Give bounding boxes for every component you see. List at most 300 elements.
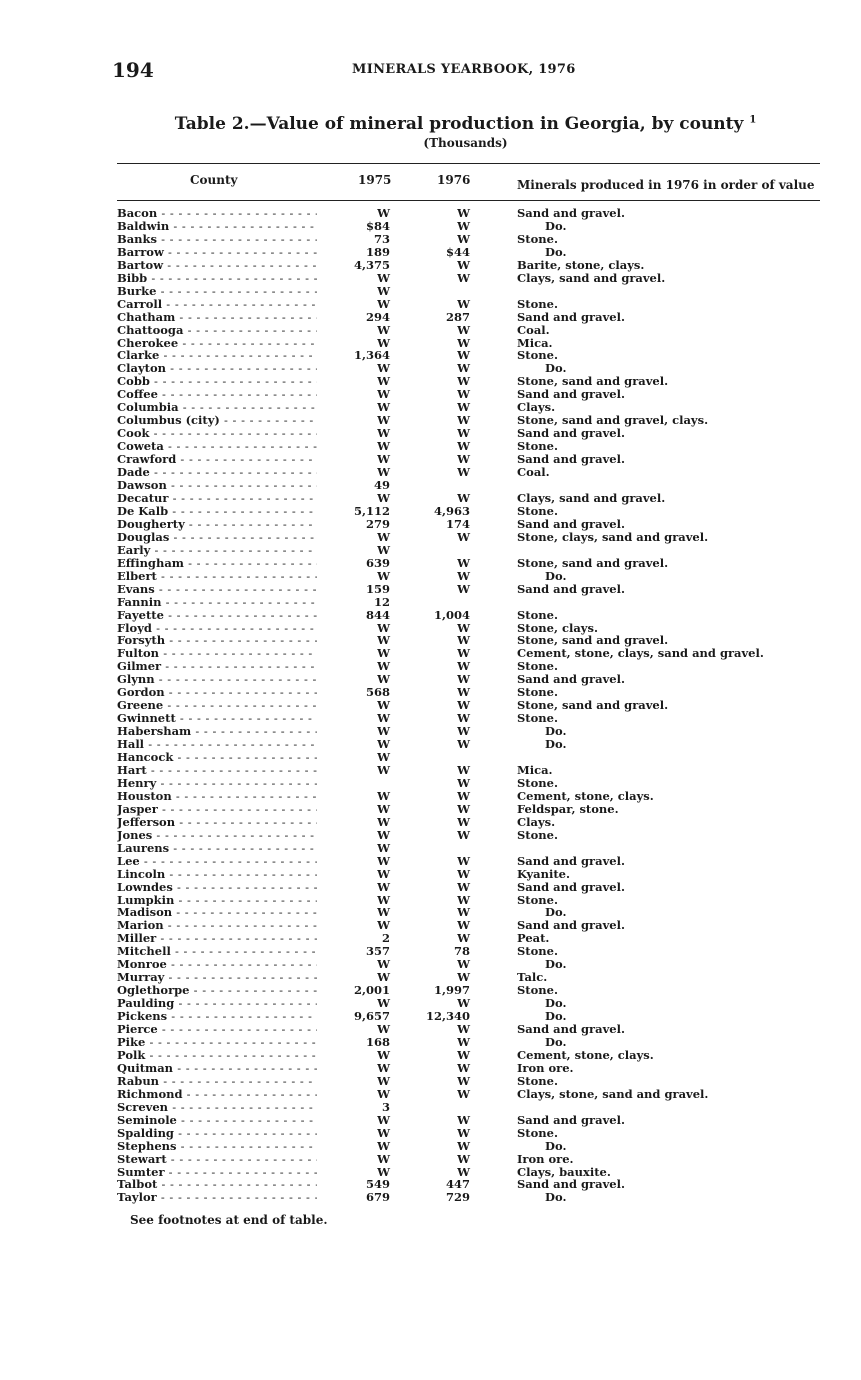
value-1975-cell: 639: [365, 555, 390, 570]
value-1975-cell: W: [377, 1164, 390, 1179]
table-row: [0, 1127, 861, 1140]
value-1976-cell: 729: [445, 1190, 470, 1205]
value-1975-cell: W: [377, 698, 390, 713]
county-cell: Early - - -: [117, 544, 317, 557]
county-cell: Lincoln - - -: [117, 868, 317, 881]
minerals-cell: Do.: [545, 957, 567, 972]
value-1976-cell: W: [457, 529, 470, 544]
minerals-cell: Sand and gravel.: [517, 1022, 625, 1037]
county-cell: Rabun - - -: [117, 1075, 317, 1088]
value-1976-cell: 1,997: [433, 983, 470, 998]
value-1976-cell: 1,004: [433, 607, 470, 622]
county-cell: Laurens - - -: [117, 842, 317, 855]
table-row: [0, 932, 861, 945]
value-1975-cell: W: [377, 1047, 390, 1062]
value-1976-cell: W: [457, 1125, 470, 1140]
table-row: [0, 1036, 861, 1049]
minerals-cell: Sand and gravel.: [517, 516, 625, 531]
minerals-cell: Stone.: [517, 685, 558, 700]
minerals-cell: Clays, bauxite.: [517, 1164, 611, 1179]
table-row: [0, 440, 861, 453]
county-cell: Cook - - -: [117, 427, 317, 440]
county-cell: Miller - - -: [117, 932, 317, 945]
county-cell: Sumter - - -: [117, 1166, 317, 1179]
county-cell: Gilmer - - -: [117, 660, 317, 673]
minerals-cell: Stone, sand and gravel.: [517, 633, 669, 648]
county-cell: Pike - - -: [117, 1036, 317, 1049]
table-row: [0, 1075, 861, 1088]
minerals-cell: Cement, stone, clays, sand and gravel.: [517, 646, 764, 661]
county-cell: Monroe - - -: [117, 958, 317, 971]
county-cell: Dade - - -: [117, 466, 317, 479]
value-1975-cell: W: [377, 452, 390, 467]
table-row: [0, 1049, 861, 1062]
value-1976-cell: W: [457, 218, 470, 233]
value-1975-cell: W: [377, 918, 390, 933]
minerals-cell: Cement, stone, clays.: [517, 788, 654, 803]
table-row: [0, 1191, 861, 1204]
county-cell: Stewart - - -: [117, 1153, 317, 1166]
minerals-cell: Clays, stone, sand and gravel.: [517, 1086, 709, 1101]
value-1976-cell: W: [457, 866, 470, 881]
table-row: [0, 738, 861, 751]
county-cell: Columbus (city) - - -: [117, 414, 317, 427]
value-1975-cell: W: [377, 996, 390, 1011]
minerals-cell: Stone.: [517, 944, 558, 959]
value-1975-cell: W: [377, 762, 390, 777]
minerals-cell: Kyanite.: [517, 866, 570, 881]
value-1976-cell: W: [457, 1073, 470, 1088]
table-row: [0, 712, 861, 725]
table-row: [0, 1140, 861, 1153]
value-1976-cell: W: [457, 905, 470, 920]
table-row: [0, 427, 861, 440]
value-1975-cell: 2,001: [353, 983, 390, 998]
value-1976-cell: W: [457, 296, 470, 311]
value-1975-cell: W: [377, 905, 390, 920]
value-1976-cell: W: [457, 685, 470, 700]
value-1975-cell: W: [377, 853, 390, 868]
table-row: [0, 298, 861, 311]
county-cell: Stephens - - -: [117, 1140, 317, 1153]
value-1975-cell: 5,112: [353, 503, 390, 518]
table-row: [0, 518, 861, 531]
minerals-cell: Mica.: [517, 335, 553, 350]
table-row: [0, 583, 861, 596]
county-cell: Forsyth - - -: [117, 634, 317, 647]
county-cell: Fulton - - -: [117, 647, 317, 660]
value-1975-cell: 294: [365, 309, 390, 324]
value-1976-cell: W: [457, 918, 470, 933]
table-row: [0, 1101, 861, 1114]
minerals-cell: Do.: [545, 737, 567, 752]
minerals-cell: Sand and gravel.: [517, 879, 625, 894]
table-row: [0, 362, 861, 375]
value-1975-cell: 1,364: [353, 348, 390, 363]
table-row: [0, 751, 861, 764]
value-1976-cell: W: [457, 659, 470, 674]
value-1975-cell: W: [377, 1022, 390, 1037]
value-1976-cell: W: [457, 698, 470, 713]
county-cell: Screven - - -: [117, 1101, 317, 1114]
county-cell: Glynn - - -: [117, 673, 317, 686]
value-1976-cell: 174: [445, 516, 470, 531]
minerals-cell: Stone, sand and gravel.: [517, 698, 669, 713]
value-1976-cell: W: [457, 711, 470, 726]
minerals-cell: Stone.: [517, 1073, 558, 1088]
minerals-cell: Talc.: [517, 970, 548, 985]
value-1975-cell: W: [377, 542, 390, 557]
value-1975-cell: W: [377, 1112, 390, 1127]
minerals-cell: Coal.: [517, 465, 550, 480]
county-cell: Oglethorpe - - -: [117, 984, 317, 997]
value-1975-cell: 189: [365, 244, 390, 259]
minerals-cell: Sand and gravel.: [517, 918, 625, 933]
value-1975-cell: W: [377, 1073, 390, 1088]
county-cell: Chattooga - - -: [117, 324, 317, 337]
minerals-cell: Sand and gravel.: [517, 1177, 625, 1192]
county-cell: Mitchell - - -: [117, 945, 317, 958]
value-1975-cell: W: [377, 724, 390, 739]
value-1975-cell: W: [377, 1138, 390, 1153]
table-row: [0, 311, 861, 324]
value-1975-cell: W: [377, 711, 390, 726]
value-1976-cell: $44: [445, 244, 470, 259]
minerals-cell: Do.: [545, 244, 567, 259]
county-cell: Dougherty - - -: [117, 518, 317, 531]
value-1976-cell: W: [457, 400, 470, 415]
table-row: [0, 544, 861, 557]
minerals-cell: Peat.: [517, 931, 550, 946]
minerals-cell: Do.: [545, 1138, 567, 1153]
value-1976-cell: W: [457, 672, 470, 687]
table-row: [0, 906, 861, 919]
value-1976-cell: W: [457, 931, 470, 946]
value-1975-cell: W: [377, 568, 390, 583]
county-cell: Fannin - - -: [117, 596, 317, 609]
table-row: [0, 505, 861, 518]
title-footnote-marker: 1: [749, 114, 757, 126]
value-1976-cell: W: [457, 426, 470, 441]
column-header-county: County: [190, 173, 238, 187]
value-1975-cell: 279: [365, 516, 390, 531]
table-row: [0, 855, 861, 868]
county-cell: Bibb - - -: [117, 272, 317, 285]
value-1976-cell: W: [457, 1022, 470, 1037]
value-1975-cell: W: [377, 270, 390, 285]
value-1976-cell: W: [457, 646, 470, 661]
minerals-cell: Feldspar, stone.: [517, 801, 619, 816]
value-1975-cell: 679: [365, 1190, 390, 1205]
value-1975-cell: 568: [365, 685, 390, 700]
value-1976-cell: 447: [445, 1177, 470, 1192]
minerals-cell: Stone, sand and gravel.: [517, 555, 669, 570]
value-1976-cell: W: [457, 853, 470, 868]
county-cell: Quitman - - -: [117, 1062, 317, 1075]
value-1975-cell: W: [377, 296, 390, 311]
table-row: [0, 829, 861, 842]
county-cell: Polk - - -: [117, 1049, 317, 1062]
county-cell: Elbert - - -: [117, 570, 317, 583]
minerals-cell: Do.: [545, 1190, 567, 1205]
table-row: [0, 453, 861, 466]
value-1975-cell: W: [377, 426, 390, 441]
value-1975-cell: 549: [365, 1177, 390, 1192]
table-row: [0, 349, 861, 362]
county-cell: Richmond - - -: [117, 1088, 317, 1101]
value-1975-cell: W: [377, 633, 390, 648]
table-row: [0, 609, 861, 622]
value-1976-cell: W: [457, 620, 470, 635]
value-1976-cell: W: [457, 231, 470, 246]
value-1976-cell: W: [457, 762, 470, 777]
minerals-cell: Stone.: [517, 296, 558, 311]
county-cell: De Kalb - - -: [117, 505, 317, 518]
county-cell: Talbot - - -: [117, 1178, 317, 1191]
table-row: [0, 375, 861, 388]
table-row: [0, 233, 861, 246]
table-row: [0, 881, 861, 894]
minerals-cell: Sand and gravel.: [517, 452, 625, 467]
county-cell: Dawson - - -: [117, 479, 317, 492]
table-row: [0, 492, 861, 505]
value-1976-cell: W: [457, 361, 470, 376]
top-rule: [117, 163, 820, 164]
table-row: [0, 414, 861, 427]
table-row: [0, 673, 861, 686]
value-1975-cell: 168: [365, 1035, 390, 1049]
county-cell: Houston - - -: [117, 790, 317, 803]
table-row: [0, 531, 861, 544]
value-1976-cell: W: [457, 348, 470, 363]
column-header-1976: 1976: [437, 173, 471, 187]
value-1976-cell: W: [457, 970, 470, 985]
value-1976-cell: W: [457, 996, 470, 1011]
minerals-cell: Do.: [545, 218, 567, 233]
county-cell: Habersham - - -: [117, 725, 317, 738]
county-cell: Clarke - - -: [117, 349, 317, 362]
county-cell: Hancock - - -: [117, 751, 317, 764]
county-cell: Coweta - - -: [117, 440, 317, 453]
county-cell: Pierce - - -: [117, 1023, 317, 1036]
county-cell: Taylor - - -: [117, 1191, 317, 1204]
table-row: [0, 790, 861, 803]
value-1976-cell: 78: [453, 944, 470, 959]
value-1975-cell: 3: [381, 1099, 390, 1114]
value-1975-cell: 844: [365, 607, 390, 622]
county-cell: Banks - - -: [117, 233, 317, 246]
minerals-cell: Stone.: [517, 503, 558, 518]
running-head: MINERALS YEARBOOK, 1976: [352, 62, 576, 77]
county-cell: Lee - - -: [117, 855, 317, 868]
county-cell: Clayton - - -: [117, 362, 317, 375]
value-1976-cell: W: [457, 1164, 470, 1179]
value-1976-cell: W: [457, 413, 470, 428]
value-1976-cell: 12,340: [425, 1009, 470, 1024]
minerals-cell: Barite, stone, clays.: [517, 257, 645, 272]
minerals-cell: Do.: [545, 361, 567, 376]
minerals-cell: Stone, sand and gravel, clays.: [517, 413, 709, 428]
value-1975-cell: W: [377, 374, 390, 389]
table-row: [0, 660, 861, 673]
county-cell: Coffee - - -: [117, 388, 317, 401]
county-cell: Cobb - - -: [117, 375, 317, 388]
table-row: [0, 337, 861, 350]
county-cell: Cherokee - - -: [117, 337, 317, 350]
county-cell: Evans - - -: [117, 583, 317, 596]
value-1975-cell: 2: [381, 931, 390, 946]
value-1975-cell: 12: [373, 594, 390, 609]
page-number: 194: [112, 58, 154, 82]
table-row: [0, 647, 861, 660]
minerals-cell: Stone.: [517, 348, 558, 363]
table-row: [0, 401, 861, 414]
table-row: [0, 1062, 861, 1075]
value-1975-cell: 9,657: [353, 1009, 390, 1024]
value-1975-cell: W: [377, 1125, 390, 1140]
table-row: [0, 388, 861, 401]
county-cell: Columbia - - -: [117, 401, 317, 414]
table-row: [0, 570, 861, 583]
minerals-cell: Stone.: [517, 983, 558, 998]
value-1976-cell: 287: [445, 309, 470, 324]
value-1976-cell: W: [457, 206, 470, 220]
table-row: [0, 984, 861, 997]
minerals-cell: Clays.: [517, 814, 556, 829]
table-row: [0, 220, 861, 233]
value-1975-cell: 4,375: [353, 257, 390, 272]
minerals-cell: Clays, sand and gravel.: [517, 490, 666, 505]
table-row: [0, 777, 861, 790]
minerals-cell: Stone.: [517, 231, 558, 246]
county-cell: Effingham - - -: [117, 557, 317, 570]
minerals-cell: Coal.: [517, 322, 550, 337]
value-1975-cell: W: [377, 892, 390, 907]
value-1976-cell: W: [457, 892, 470, 907]
value-1976-cell: W: [457, 1151, 470, 1166]
table-title: [0, 114, 861, 134]
table-row: [0, 1023, 861, 1036]
minerals-cell: Sand and gravel.: [517, 853, 625, 868]
value-1975-cell: W: [377, 439, 390, 454]
county-cell: Gwinnett - - -: [117, 712, 317, 725]
value-1976-cell: W: [457, 555, 470, 570]
table-row: [0, 596, 861, 609]
header-rule: [117, 200, 820, 201]
value-1976-cell: W: [457, 452, 470, 467]
minerals-cell: Do.: [545, 724, 567, 739]
value-1975-cell: W: [377, 970, 390, 985]
value-1976-cell: W: [457, 737, 470, 752]
value-1975-cell: W: [377, 400, 390, 415]
county-cell: Bartow - - -: [117, 259, 317, 272]
minerals-cell: Sand and gravel.: [517, 387, 625, 402]
value-1976-cell: W: [457, 1138, 470, 1153]
minerals-cell: Iron ore.: [517, 1151, 574, 1166]
county-cell: Greene - - -: [117, 699, 317, 712]
table-row: [0, 1010, 861, 1023]
minerals-cell: Stone, sand and gravel.: [517, 374, 669, 389]
county-cell: Jones - - -: [117, 829, 317, 842]
table-row: [0, 1178, 861, 1191]
value-1975-cell: 49: [373, 478, 390, 493]
minerals-cell: Do.: [545, 1009, 567, 1024]
value-1976-cell: W: [457, 1112, 470, 1127]
value-1975-cell: W: [377, 827, 390, 842]
value-1976-cell: W: [457, 270, 470, 285]
county-cell: Bacon - - -: [117, 207, 317, 220]
value-1975-cell: W: [377, 1086, 390, 1101]
table-title-text: Table 2.—Value of mineral production in Georgia, by county: [174, 114, 744, 134]
county-cell: Douglas - - -: [117, 531, 317, 544]
table-row: [0, 557, 861, 570]
table-row: [0, 919, 861, 932]
table-row: [0, 1166, 861, 1179]
minerals-cell: Sand and gravel.: [517, 206, 625, 220]
value-1975-cell: W: [377, 465, 390, 480]
minerals-cell: Stone.: [517, 659, 558, 674]
minerals-cell: Stone, clays, sand and gravel.: [517, 529, 709, 544]
value-1975-cell: W: [377, 866, 390, 881]
table-row: [0, 868, 861, 881]
value-1976-cell: W: [457, 439, 470, 454]
value-1975-cell: W: [377, 1151, 390, 1166]
minerals-cell: Do.: [545, 905, 567, 920]
value-1976-cell: W: [457, 827, 470, 842]
minerals-cell: Sand and gravel.: [517, 672, 625, 687]
table-row: [0, 764, 861, 777]
minerals-cell: Sand and gravel.: [517, 309, 625, 324]
value-1975-cell: W: [377, 814, 390, 829]
value-1975-cell: W: [377, 659, 390, 674]
table-row: [0, 699, 861, 712]
value-1975-cell: W: [377, 1060, 390, 1075]
table-row: [0, 285, 861, 298]
value-1975-cell: W: [377, 206, 390, 220]
minerals-cell: Do.: [545, 1035, 567, 1049]
minerals-cell: Do.: [545, 996, 567, 1011]
value-1975-cell: W: [377, 957, 390, 972]
table-row: [0, 686, 861, 699]
minerals-cell: Stone.: [517, 1125, 558, 1140]
table-row: [0, 842, 861, 855]
value-1976-cell: W: [457, 801, 470, 816]
county-cell: Henry - - -: [117, 777, 317, 790]
minerals-cell: Stone.: [517, 827, 558, 842]
county-cell: Hall - - -: [117, 738, 317, 751]
county-cell: Paulding - - -: [117, 997, 317, 1010]
value-1975-cell: W: [377, 840, 390, 855]
value-1976-cell: 4,963: [433, 503, 470, 518]
minerals-cell: Stone.: [517, 607, 558, 622]
value-1976-cell: W: [457, 788, 470, 803]
minerals-cell: Sand and gravel.: [517, 581, 625, 596]
table-body: [0, 207, 861, 1204]
value-1975-cell: 357: [365, 944, 390, 959]
value-1975-cell: W: [377, 879, 390, 894]
value-1975-cell: W: [377, 322, 390, 337]
value-1976-cell: W: [457, 335, 470, 350]
table-row: [0, 1153, 861, 1166]
county-cell: Lowndes - - -: [117, 881, 317, 894]
value-1976-cell: W: [457, 322, 470, 337]
table-row: [0, 803, 861, 816]
value-1976-cell: W: [457, 1060, 470, 1075]
county-cell: Seminole - - -: [117, 1114, 317, 1127]
value-1975-cell: W: [377, 387, 390, 402]
county-cell: Crawford - - -: [117, 453, 317, 466]
footnote-reference: See footnotes at end of table.: [130, 1213, 328, 1227]
